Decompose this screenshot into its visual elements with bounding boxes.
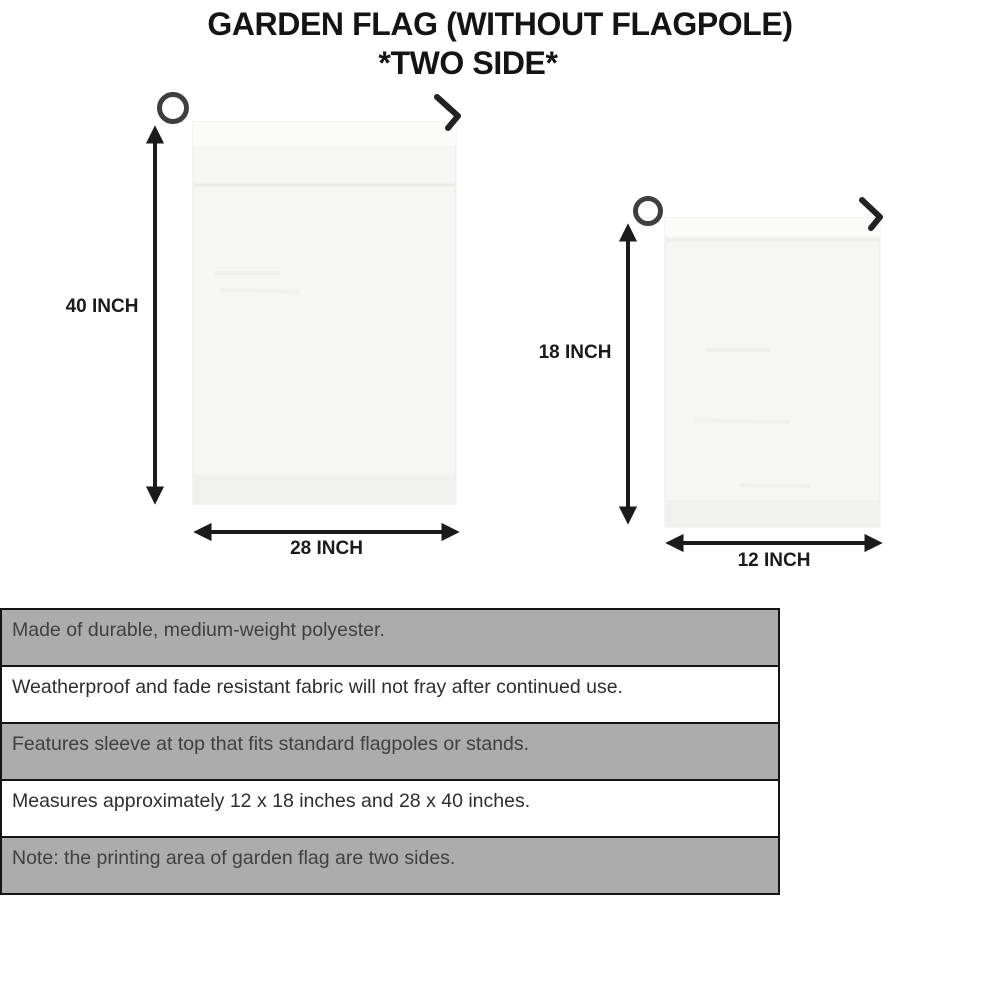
- small-flag-panel: [665, 218, 880, 527]
- features-table: [0, 608, 780, 895]
- small-flag-height-label: 18 INCH: [538, 342, 612, 363]
- feature-row-weatherproof: [2, 665, 778, 722]
- large-flag-panel: [193, 122, 456, 504]
- small-flag-width-label: 12 INCH: [737, 550, 811, 571]
- large-flag-crease: [220, 290, 300, 292]
- small-flag-drawing: [520, 190, 920, 610]
- large-flag-bottom-shade: [194, 475, 455, 503]
- large-flag-diagram: [40, 85, 470, 615]
- feature-row-sleeve: [2, 722, 778, 779]
- large-flag-sleeve: [193, 122, 456, 145]
- feature-text: Weatherproof and fade resistant fabric will not fray after continued use.: [12, 676, 623, 698]
- page-title: GARDEN FLAG (WITHOUT FLAGPOLE): [207, 6, 793, 42]
- large-flag-height-label: 40 INCH: [65, 296, 139, 317]
- feature-text: Made of durable, medium-weight polyester.: [12, 619, 385, 641]
- small-flag-bottom-shade: [666, 500, 879, 526]
- flagpole-loop: [160, 95, 187, 122]
- page-subtitle: *TWO SIDE*: [378, 45, 558, 81]
- feature-row-note: [2, 836, 778, 893]
- feature-row-material: [2, 610, 778, 665]
- feature-text: Note: the printing area of garden flag are two sides.: [12, 847, 456, 869]
- large-flag-width-label: 28 INCH: [290, 538, 363, 559]
- flagpole-loop: [636, 199, 661, 224]
- feature-text: Measures approximately 12 x 18 inches and 28 x 40 inches.: [12, 790, 531, 812]
- small-flag-sleeve: [665, 218, 880, 236]
- feature-row-measurements: [2, 779, 778, 836]
- feature-text: Features sleeve at top that fits standard flagpoles or stands.: [12, 733, 530, 755]
- title-block: [0, 4, 1000, 82]
- small-flag-crease: [740, 485, 810, 486]
- small-flag-diagram: [520, 190, 920, 610]
- small-flag-crease: [695, 420, 790, 422]
- large-flag-drawing: [40, 85, 470, 615]
